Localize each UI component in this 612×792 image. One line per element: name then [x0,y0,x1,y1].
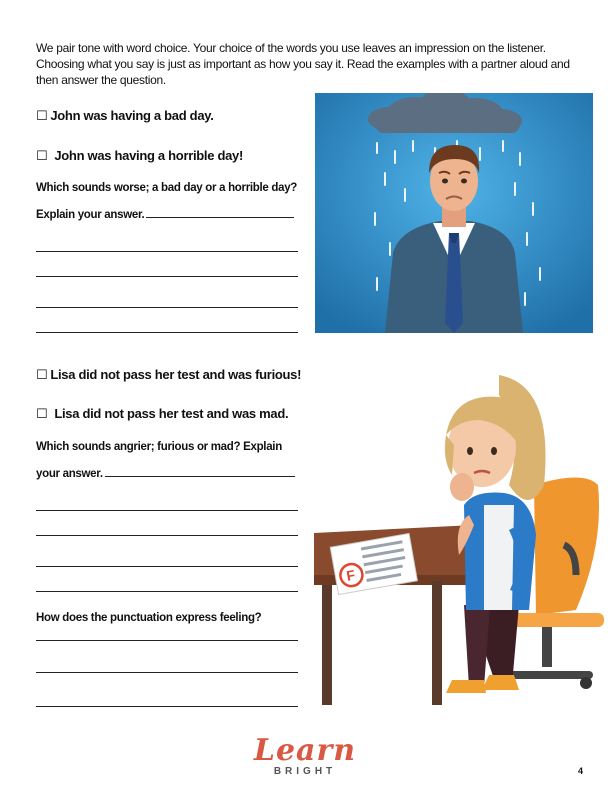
checkbox-icon[interactable]: ☐ [36,148,48,163]
answer-line[interactable] [36,276,298,277]
answer-line[interactable] [36,535,298,536]
answer-blank[interactable] [105,465,295,477]
woman-failed-test-icon [314,375,604,705]
option-label: John was having a bad day. [50,108,214,123]
option-bad-day[interactable] [36,108,214,124]
explain-label: Explain your answer. [36,209,145,221]
question-worse [36,175,298,229]
logo-subtitle: BRIGHT [273,766,337,777]
question-angrier [36,434,298,488]
checkbox-icon[interactable]: ☐ [36,367,48,382]
answer-line[interactable] [36,566,298,567]
rain-cloud-man-icon [315,93,593,333]
explain-line [36,202,298,229]
answer-line[interactable] [36,640,298,641]
checkbox-icon[interactable]: ☐ [36,108,48,123]
grade-f-mark: F [345,566,357,584]
answer-line[interactable] [36,591,298,592]
answer-line[interactable] [36,251,298,252]
intro-paragraph: We pair tone with word choice. Your choice of the words you use leaves an impression on the listener. Choosing what you say is just as important as how you say it. Read the examples with a partner aloud and then answer the question. [36,41,570,87]
question-text: Which sounds worse; a bad day or a horrible day? [36,182,298,194]
option-furious[interactable] [36,367,301,383]
answer-line[interactable] [36,706,298,707]
answer-line[interactable] [36,307,298,308]
explain-label: your answer. [36,468,103,480]
page-number: 4 [578,766,584,776]
answer-line[interactable] [36,510,298,511]
question-text: Which sounds angrier; furious or mad? Explain [36,441,282,453]
option-label: John was having a horrible day! [54,148,243,163]
option-label: Lisa did not pass her test and was mad. [54,406,289,421]
option-label: Lisa did not pass her test and was furious! [50,367,302,382]
explain-line [36,461,298,488]
learn-bright-logo [250,730,360,782]
logo-word: Learn [253,733,357,768]
answer-line[interactable] [36,332,298,333]
option-mad[interactable] [36,406,288,422]
checkbox-icon[interactable]: ☐ [36,406,48,421]
option-horrible-day[interactable] [36,148,243,164]
answer-line[interactable] [36,672,298,673]
question-punctuation: How does the punctuation express feeling? [36,612,262,624]
answer-blank[interactable] [146,206,294,218]
